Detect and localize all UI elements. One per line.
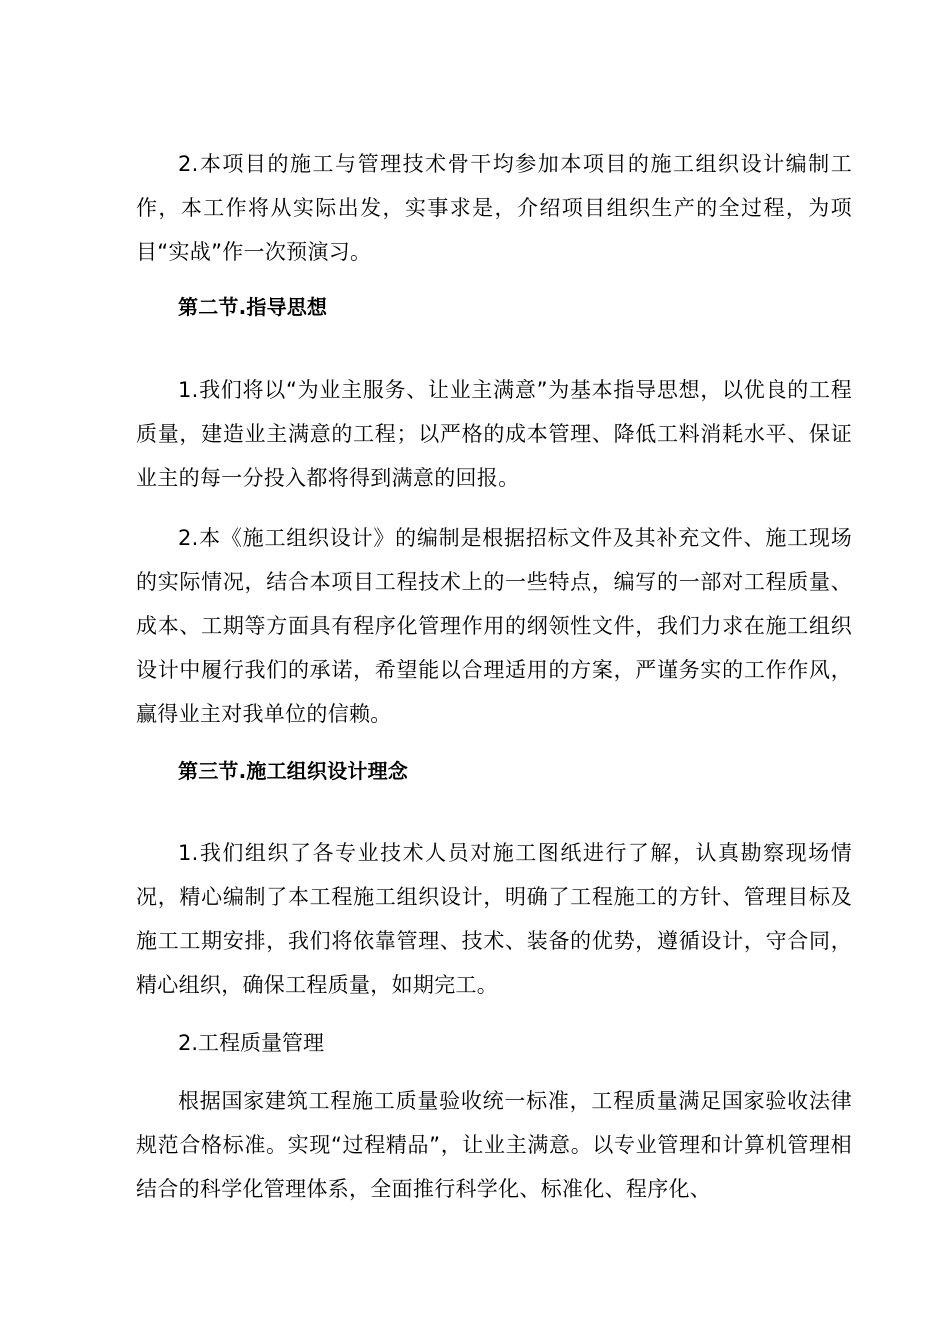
paragraph-design-concept-1: 1.我们组织了各专业技术人员对施工图纸进行了解，认真勘察现场情况，精心编制了本工程施工组织设计，明确了工程施工的方针、管理目标及施工工期安排，我们将依靠管理、技术、装备的优势，遵循设计，守合同，精心组织，确保工程质量，如期完工。	[136, 841, 852, 997]
section-heading-design-concept: 第三节.施工组织设计理念	[178, 759, 408, 783]
paragraph-participation: 2.本项目的施工与管理技术骨干均参加本项目的施工组织设计编制工作，本工作将从实际出发，实事求是，介绍项目组织生产的全过程，为项目“实战”作一次预演习。	[136, 152, 852, 264]
paragraph-guiding-ideology-1: 1.我们将以“为业主服务、让业主满意”为基本指导思想，以优良的工程质量，建造业主满意的工程；以严格的成本管理、降低工料消耗水平、保证业主的每一分投入都将得到满意的回报。	[136, 378, 852, 490]
paragraph-guiding-ideology-2: 2.本《施工组织设计》的编制是根据招标文件及其补充文件、施工现场的实际情况，结合本项目工程技术上的一些特点，编写的一部对工程质量、成本、工期等方面具有程序化管理作用的纲领性文件，我们力求在施工组织设计中履行我们的承诺，希望能以合理适用的方案，严谨务实的工作作风，赢得业主对我单位的信赖。	[136, 526, 852, 726]
paragraph-quality-management: 根据国家建筑工程施工质量验收统一标准，工程质量满足国家验收法律规范合格标准。实现“过程精品”，让业主满意。以专业管理和计算机管理相结合的科学化管理体系，全面推行科学化、标准化、程序化、	[136, 1089, 852, 1201]
section-heading-guiding-ideology: 第二节.指导思想	[178, 295, 328, 319]
subheading-quality-management: 2.工程质量管理	[178, 1031, 325, 1055]
